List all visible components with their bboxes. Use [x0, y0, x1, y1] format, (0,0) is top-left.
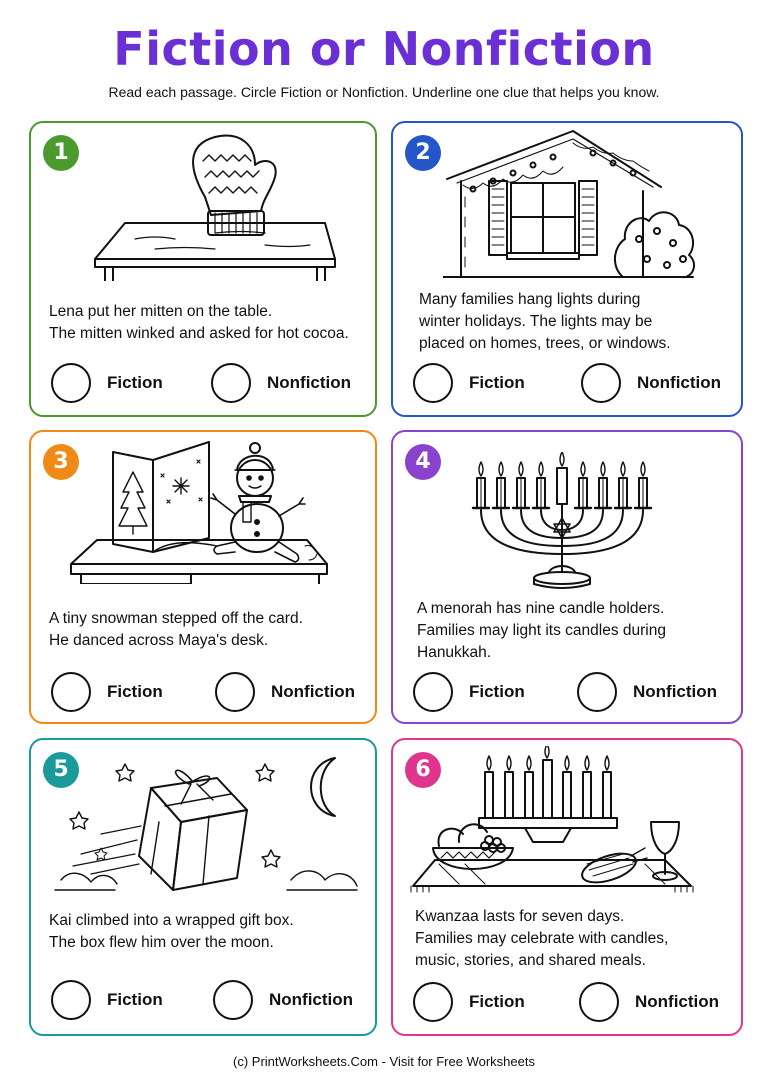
passage-text: [49, 608, 359, 652]
fiction-label: Fiction: [107, 990, 163, 1009]
card-number-badge: 5: [43, 752, 79, 788]
passage-card-6: [391, 738, 743, 1036]
passage-line: Families may light its candles during: [417, 622, 666, 639]
passage-line: music, stories, and shared meals.: [415, 952, 646, 969]
nonfiction-option[interactable]: [577, 672, 717, 712]
passage-card-2: [391, 121, 743, 417]
passage-text: [419, 289, 725, 355]
passage-line: Families may celebrate with candles,: [415, 930, 669, 947]
passage-line: A menorah has nine candle holders.: [417, 600, 665, 617]
fiction-answer-circle[interactable]: [413, 363, 453, 403]
fiction-option[interactable]: [413, 982, 525, 1022]
passage-line: Hanukkah.: [417, 644, 492, 661]
card-number-badge: 2: [405, 135, 441, 171]
page-title: Fiction or Nonfiction: [113, 22, 655, 76]
fiction-option[interactable]: [51, 363, 163, 403]
card-number-badge: 6: [405, 752, 441, 788]
kinara-and-meal-icon: [405, 746, 705, 906]
footer-credit: (c) PrintWorksheets.Com - Visit for Free Worksheets: [233, 1054, 535, 1069]
nonfiction-option[interactable]: [215, 672, 355, 712]
nonfiction-option[interactable]: [213, 980, 353, 1020]
mitten-on-table-icon: [65, 131, 345, 281]
fiction-label: Fiction: [107, 682, 163, 701]
fiction-label: Fiction: [469, 373, 525, 392]
passage-text: [49, 301, 359, 345]
fiction-answer-circle[interactable]: [51, 980, 91, 1020]
nonfiction-option[interactable]: [579, 982, 719, 1022]
fiction-option[interactable]: [413, 363, 525, 403]
passage-line: placed on homes, trees, or windows.: [419, 335, 671, 352]
nonfiction-label: Nonfiction: [635, 992, 720, 1011]
passage-card-1: [29, 121, 377, 417]
passage-line: A tiny snowman stepped off the card.: [49, 610, 303, 627]
fiction-answer-circle[interactable]: [51, 672, 91, 712]
snowman-stepping-off-card-icon: [57, 434, 337, 584]
passage-text: [417, 598, 725, 664]
passage-text: [415, 906, 725, 972]
card-number-badge: 4: [405, 444, 441, 480]
passage-card-3: [29, 430, 377, 724]
passage-line: Lena put her mitten on the table.: [49, 303, 273, 320]
fiction-answer-circle[interactable]: [413, 982, 453, 1022]
nonfiction-label: Nonfiction: [633, 682, 718, 701]
nonfiction-answer-circle[interactable]: [213, 980, 253, 1020]
passage-line: winter holidays. The lights may be: [419, 313, 653, 330]
passage-line: He danced across Maya's desk.: [49, 632, 269, 649]
passage-text: [49, 910, 359, 954]
nonfiction-answer-circle[interactable]: [579, 982, 619, 1022]
passage-card-4: [391, 430, 743, 724]
nonfiction-answer-circle[interactable]: [581, 363, 621, 403]
flying-gift-box-icon: [41, 750, 371, 900]
fiction-label: Fiction: [469, 682, 525, 701]
house-with-holiday-lights-icon: [443, 127, 733, 287]
passage-line: The mitten winked and asked for hot cocoa.: [49, 325, 349, 342]
card-number-badge: 1: [43, 135, 79, 171]
passage-line: Kai climbed into a wrapped gift box.: [49, 912, 294, 929]
fiction-answer-circle[interactable]: [51, 363, 91, 403]
instructions: Read each passage. Circle Fiction or Nonfiction. Underline one clue that helps you know.: [108, 84, 660, 100]
passage-line: The box flew him over the moon.: [49, 934, 274, 951]
nonfiction-option[interactable]: [581, 363, 721, 403]
nonfiction-label: Nonfiction: [269, 990, 354, 1009]
passage-line: Many families hang lights during: [419, 291, 641, 308]
nonfiction-answer-circle[interactable]: [577, 672, 617, 712]
card-number-badge: 3: [43, 444, 79, 480]
fiction-option[interactable]: [51, 980, 163, 1020]
fiction-label: Fiction: [469, 992, 525, 1011]
fiction-answer-circle[interactable]: [413, 672, 453, 712]
fiction-label: Fiction: [107, 373, 163, 392]
passage-card-5: [29, 738, 377, 1036]
fiction-option[interactable]: [413, 672, 525, 712]
nonfiction-label: Nonfiction: [271, 682, 356, 701]
menorah-icon: [467, 452, 657, 592]
fiction-option[interactable]: [51, 672, 163, 712]
nonfiction-answer-circle[interactable]: [215, 672, 255, 712]
nonfiction-label: Nonfiction: [637, 373, 722, 392]
nonfiction-answer-circle[interactable]: [211, 363, 251, 403]
nonfiction-option[interactable]: [211, 363, 351, 403]
nonfiction-label: Nonfiction: [267, 373, 352, 392]
passage-line: Kwanzaa lasts for seven days.: [415, 908, 625, 925]
